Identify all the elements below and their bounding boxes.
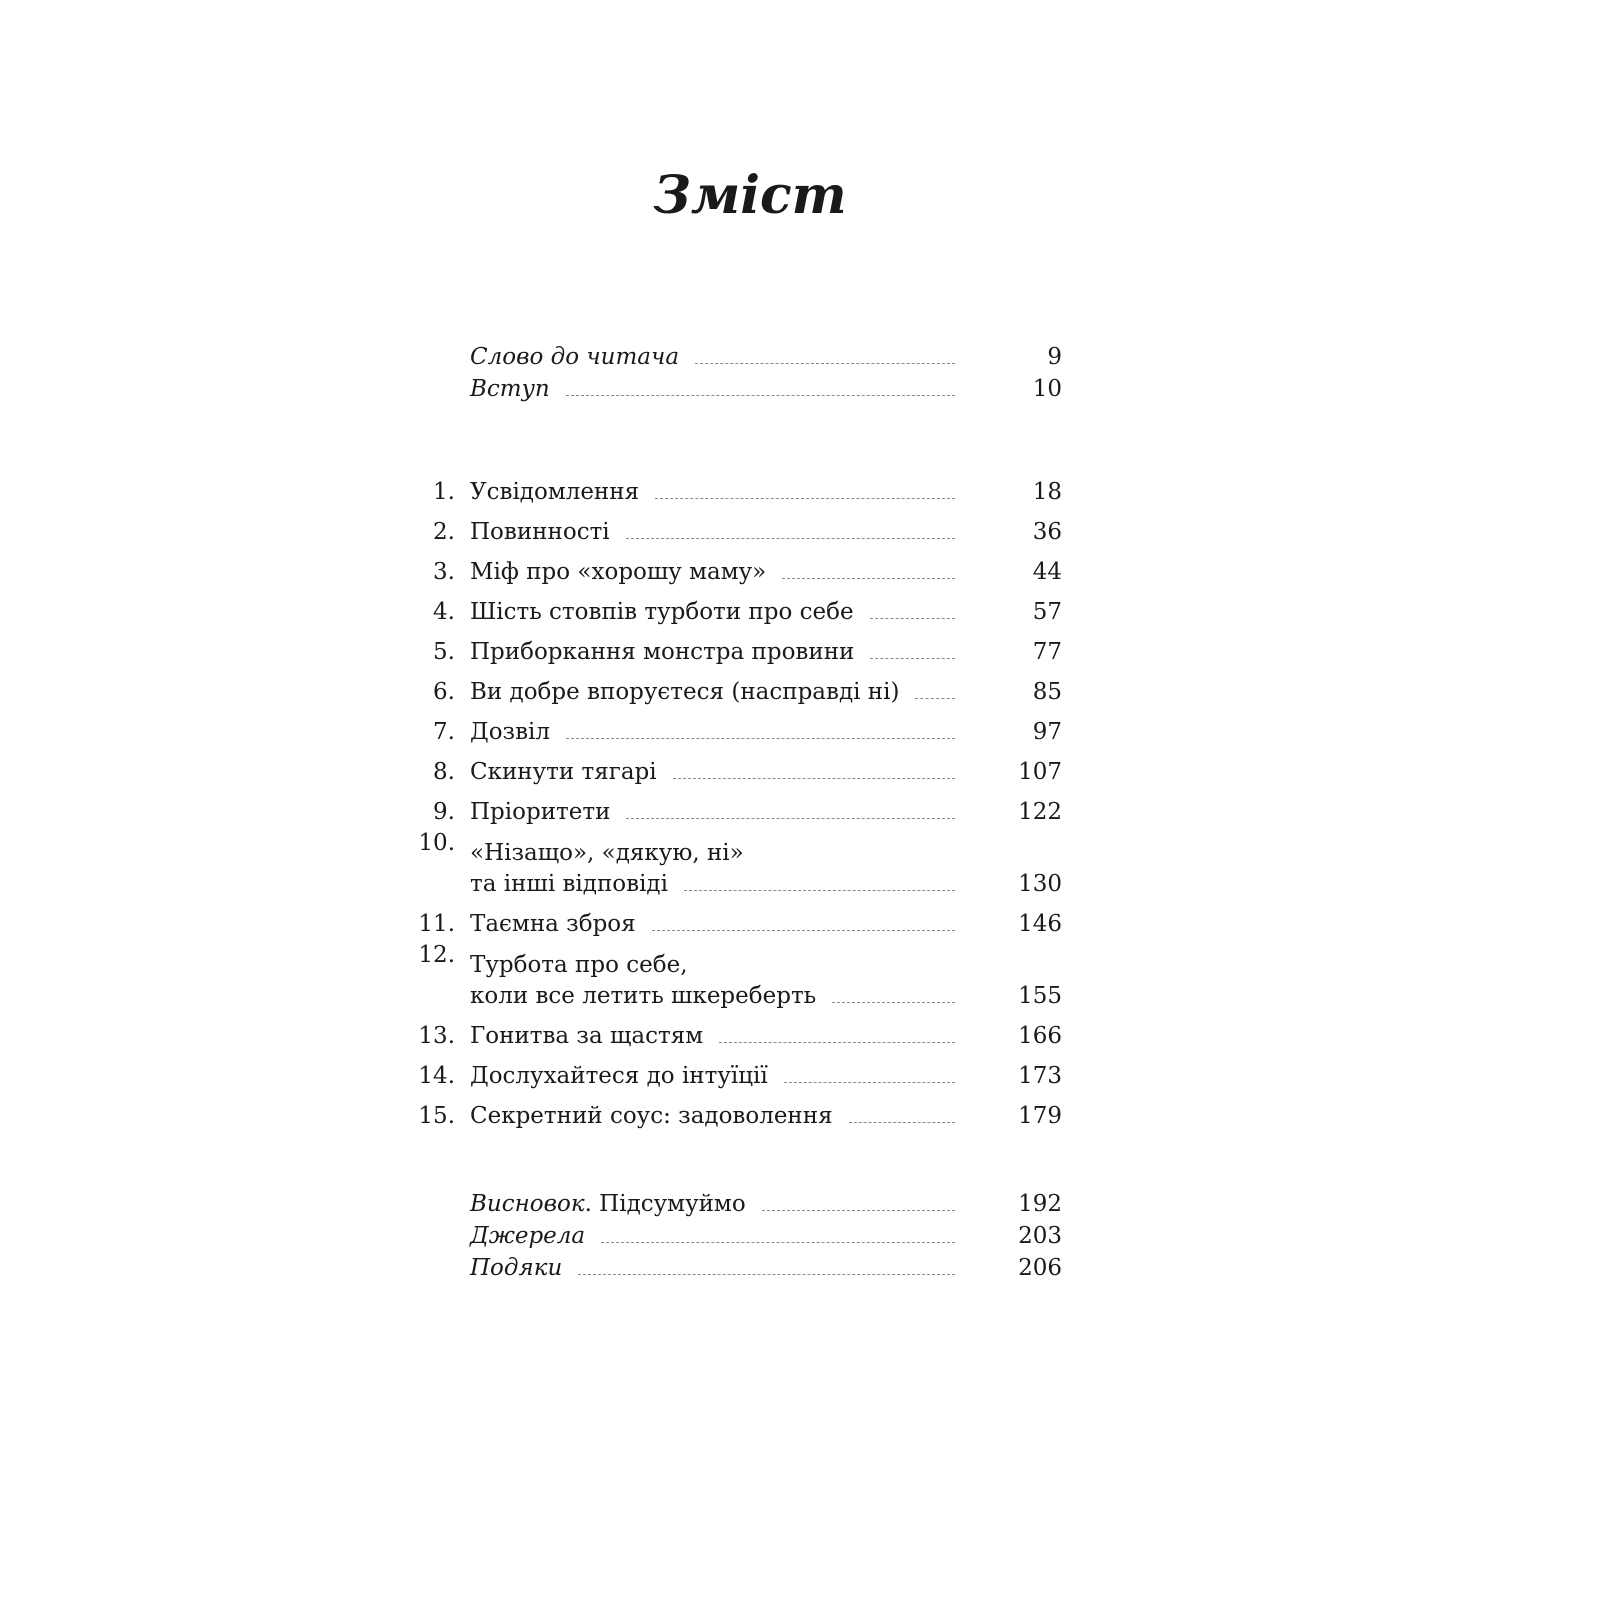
- entry-title-plain: . Підсумуймо: [584, 1191, 746, 1217]
- dot-leader: [782, 578, 955, 579]
- chapter-entry[interactable]: [410, 1052, 1062, 1092]
- front-matter-list: [410, 341, 1062, 405]
- chapter-title: Скинути тягарі: [470, 759, 657, 785]
- chapter-title: Міф про «хорошу маму»: [470, 559, 767, 585]
- chapter-title: Таємна зброя: [470, 911, 636, 937]
- chapter-number: 11.: [418, 911, 455, 937]
- chapter-title: Ви добре впоруєтеся (насправді ні): [470, 679, 900, 705]
- entry-title: Слово до читача: [470, 344, 680, 370]
- chapter-title: Дослухайтеся до інтуїції: [470, 1063, 768, 1089]
- entry-title-italic: Висновок: [470, 1191, 585, 1217]
- chapter-page-number: 77: [1032, 639, 1062, 665]
- chapter-title: Усвідомлення: [470, 479, 640, 505]
- chapter-number: 13.: [418, 1023, 455, 1049]
- chapter-entry[interactable]: [410, 508, 1062, 548]
- chapter-title: Приборкання монстра провини: [470, 639, 855, 665]
- entry-title: [470, 1189, 746, 1220]
- chapter-entry[interactable]: [410, 548, 1062, 588]
- entry-page-number: 9: [1047, 344, 1062, 370]
- chapter-page-number: 179: [1018, 1103, 1062, 1129]
- chapter-title: Гонитва за щастям: [470, 1023, 704, 1049]
- dot-leader: [673, 778, 955, 779]
- dot-leader: [652, 930, 955, 931]
- chapter-title: Повинності: [470, 519, 610, 545]
- chapter-title-line: коли все летить шкереберть: [470, 983, 817, 1009]
- dot-leader: [915, 698, 955, 699]
- back-matter-list: [410, 1188, 1062, 1284]
- chapter-number: 8.: [433, 759, 455, 785]
- chapter-entry[interactable]: [410, 940, 1062, 1012]
- dot-leader: [626, 818, 955, 819]
- chapter-page-number: 107: [1018, 759, 1062, 785]
- chapter-title-line: та інші відповіді: [470, 871, 668, 897]
- entry-page-number: 203: [1018, 1223, 1062, 1249]
- chapter-page-number: 166: [1018, 1023, 1062, 1049]
- dot-leader: [832, 1002, 955, 1003]
- chapter-page-number: 44: [1032, 559, 1062, 585]
- entry-title: Вступ: [470, 376, 550, 402]
- dot-leader: [762, 1210, 955, 1211]
- chapter-entry[interactable]: [410, 828, 1062, 900]
- dot-leader: [684, 890, 955, 891]
- chapter-title: Шість стовпів турботи про себе: [470, 599, 854, 625]
- chapter-number: 4.: [433, 599, 455, 625]
- chapter-number: 12.: [418, 942, 455, 968]
- dot-leader: [578, 1274, 955, 1275]
- entry-page-number: 192: [1018, 1191, 1062, 1217]
- chapter-page-number: 122: [1018, 799, 1062, 825]
- dot-leader: [719, 1042, 955, 1043]
- dot-leader: [695, 363, 955, 364]
- chapter-page-number: 130: [1018, 871, 1062, 897]
- entry-title: Джерела: [470, 1223, 586, 1249]
- chapter-entry[interactable]: [410, 628, 1062, 668]
- dot-leader: [566, 395, 955, 396]
- entry-title: Подяки: [470, 1255, 563, 1281]
- chapter-entry[interactable]: [410, 900, 1062, 940]
- chapter-entry[interactable]: [410, 788, 1062, 828]
- entry-page-number: 206: [1018, 1255, 1062, 1281]
- chapter-number: 1.: [433, 479, 455, 505]
- chapter-page-number: 18: [1032, 479, 1062, 505]
- chapter-entry[interactable]: [410, 1012, 1062, 1052]
- dot-leader: [784, 1082, 955, 1083]
- chapter-number: 15.: [418, 1103, 455, 1129]
- dot-leader: [566, 738, 955, 739]
- chapter-entry[interactable]: [410, 468, 1062, 508]
- dot-leader: [626, 538, 955, 539]
- back-matter-entry[interactable]: [410, 1220, 1062, 1252]
- chapter-title-line: Турбота про себе,: [470, 952, 688, 978]
- chapter-title: Секретний соус: задоволення: [470, 1103, 833, 1129]
- chapter-number: 2.: [433, 519, 455, 545]
- dot-leader: [655, 498, 955, 499]
- chapter-page-number: 97: [1032, 719, 1062, 745]
- chapter-number: 7.: [433, 719, 455, 745]
- chapter-title-line: «Нізащо», «дякую, ні»: [470, 840, 744, 866]
- chapter-page-number: 155: [1018, 983, 1062, 1009]
- chapter-number: 9.: [433, 799, 455, 825]
- chapter-title: Дозвіл: [470, 719, 551, 745]
- chapter-number: 10.: [418, 830, 455, 856]
- chapter-number: 5.: [433, 639, 455, 665]
- chapter-page-number: 173: [1018, 1063, 1062, 1089]
- chapter-entry[interactable]: [410, 1092, 1062, 1132]
- dot-leader: [849, 1122, 955, 1123]
- chapter-entry[interactable]: [410, 708, 1062, 748]
- chapter-entry[interactable]: [410, 668, 1062, 708]
- chapter-page-number: 146: [1018, 911, 1062, 937]
- back-matter-entry[interactable]: [410, 1252, 1062, 1284]
- front-matter-entry[interactable]: [410, 341, 1062, 373]
- back-matter-entry[interactable]: [410, 1188, 1062, 1220]
- dot-leader: [601, 1242, 955, 1243]
- chapter-title: Пріоритети: [470, 799, 611, 825]
- chapter-page-number: 36: [1032, 519, 1062, 545]
- dot-leader: [870, 658, 955, 659]
- chapter-number: 3.: [433, 559, 455, 585]
- page-title: Зміст: [653, 165, 847, 226]
- chapter-list: [410, 468, 1062, 1132]
- chapter-entry[interactable]: [410, 588, 1062, 628]
- chapter-entry[interactable]: [410, 748, 1062, 788]
- chapter-page-number: 85: [1032, 679, 1062, 705]
- entry-page-number: 10: [1032, 376, 1062, 402]
- chapter-number: 14.: [418, 1063, 455, 1089]
- dot-leader: [870, 618, 955, 619]
- chapter-page-number: 57: [1032, 599, 1062, 625]
- chapter-number: 6.: [433, 679, 455, 705]
- front-matter-entry[interactable]: [410, 373, 1062, 405]
